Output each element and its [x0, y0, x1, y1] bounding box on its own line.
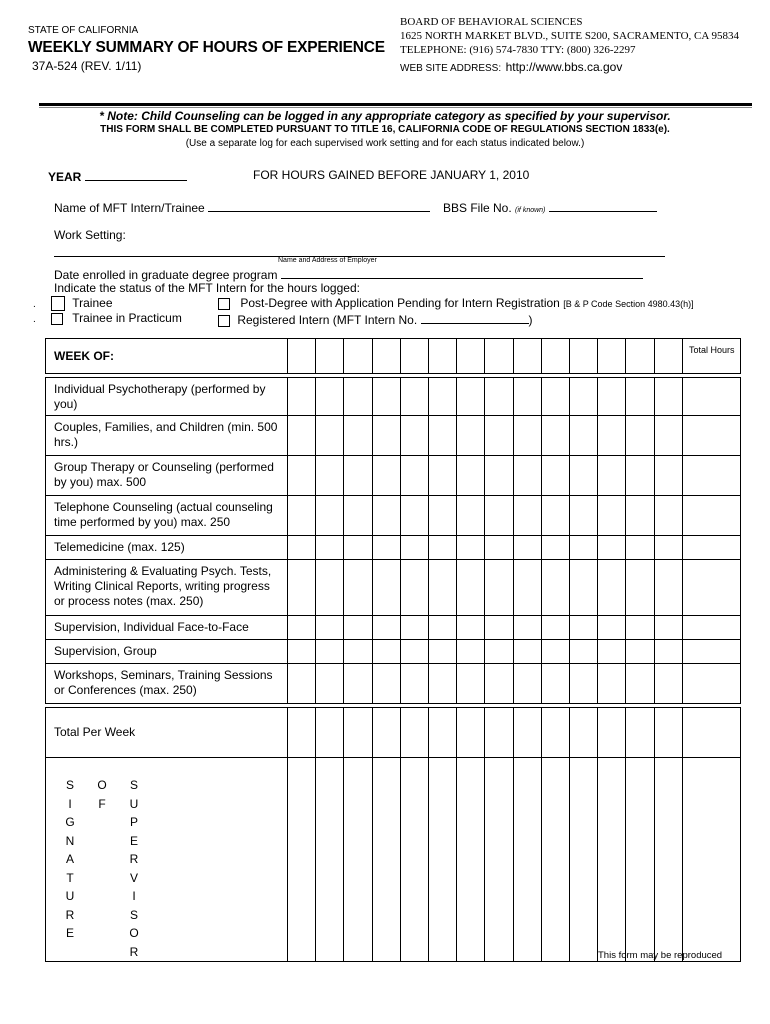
- hours-cell[interactable]: [344, 416, 372, 456]
- hours-cell[interactable]: [316, 616, 344, 640]
- sig-letter: O: [129, 926, 139, 940]
- week-cell[interactable]: [598, 339, 626, 374]
- hours-cell[interactable]: [570, 640, 598, 664]
- signature-cell[interactable]: [598, 758, 626, 962]
- hours-cell[interactable]: [513, 616, 541, 640]
- hours-cell[interactable]: [372, 616, 400, 640]
- hours-cell[interactable]: [429, 496, 457, 536]
- hours-cell[interactable]: [400, 616, 428, 640]
- signature-cell[interactable]: [541, 758, 569, 962]
- hours-cell[interactable]: [457, 616, 485, 640]
- hours-cell[interactable]: [429, 378, 457, 416]
- intern-name-field[interactable]: [54, 199, 430, 215]
- hours-cell[interactable]: [457, 456, 485, 496]
- total-cell[interactable]: [683, 496, 741, 536]
- hours-cell[interactable]: [570, 456, 598, 496]
- hours-cell[interactable]: [288, 536, 316, 560]
- sig-letter: R: [129, 944, 139, 959]
- hours-row: [46, 664, 741, 704]
- total-cell[interactable]: [683, 560, 741, 616]
- sig-letter: A: [65, 852, 74, 866]
- hours-cell[interactable]: [288, 416, 316, 456]
- hours-cell[interactable]: [654, 416, 682, 456]
- hours-cell[interactable]: [429, 416, 457, 456]
- signature-cell[interactable]: [316, 758, 344, 962]
- hours-cell[interactable]: [654, 496, 682, 536]
- hours-cell[interactable]: [372, 456, 400, 496]
- hours-row: [46, 616, 741, 640]
- hours-cell[interactable]: [429, 640, 457, 664]
- hours-cell[interactable]: [372, 536, 400, 560]
- sig-letter: T: [66, 870, 74, 885]
- hours-cell[interactable]: [570, 378, 598, 416]
- hours-cell[interactable]: [316, 664, 344, 704]
- trainee-checkbox[interactable]: [51, 296, 65, 311]
- bbs-file-note: (if known): [515, 207, 546, 214]
- hours-cell[interactable]: [457, 560, 485, 616]
- hours-cell[interactable]: [344, 664, 372, 704]
- hours-cell[interactable]: [400, 664, 428, 704]
- board-address: 1625 NORTH MARKET BLVD., SUITE S200, SACRAMENTO, CA 95834: [400, 30, 739, 42]
- hours-cell[interactable]: [626, 536, 654, 560]
- signature-cell[interactable]: [570, 758, 598, 962]
- sig-letter: N: [65, 833, 75, 848]
- hours-cell[interactable]: [372, 416, 400, 456]
- hours-cell[interactable]: [485, 416, 513, 456]
- sig-letter: E: [65, 926, 74, 940]
- hours-cell[interactable]: [654, 560, 682, 616]
- hours-cell[interactable]: [344, 378, 372, 416]
- hours-cell[interactable]: [598, 416, 626, 456]
- hours-cell[interactable]: [344, 616, 372, 640]
- hours-cell[interactable]: [598, 664, 626, 704]
- registered-intern-label: Registered Intern (MFT Intern No.: [237, 313, 418, 327]
- week-cell[interactable]: [429, 339, 457, 374]
- regulation-notice: THIS FORM SHALL BE COMPLETED PURSUANT TO TITLE 16, CALIFORNIA CODE OF REGULATIONS SECTION 1833(e).: [100, 124, 670, 135]
- employer-caption: Name and Address of Employer: [278, 257, 377, 264]
- hours-cell[interactable]: [457, 416, 485, 456]
- hours-cell[interactable]: [288, 664, 316, 704]
- hours-cell[interactable]: [570, 664, 598, 704]
- hours-cell[interactable]: [344, 536, 372, 560]
- sig-letter: U: [65, 889, 75, 903]
- hours-cell[interactable]: [513, 640, 541, 664]
- hours-cell[interactable]: [288, 616, 316, 640]
- hours-cell[interactable]: [429, 536, 457, 560]
- hours-cell[interactable]: [316, 416, 344, 456]
- hours-cell[interactable]: [626, 664, 654, 704]
- hours-cell[interactable]: [485, 560, 513, 616]
- sig-letter: S: [65, 778, 74, 792]
- hours-cell[interactable]: [654, 640, 682, 664]
- hours-cell[interactable]: [541, 536, 569, 560]
- child-counseling-note: * Note: Child Counseling can be logged in any appropriate category as specified by your supervisor.: [99, 109, 671, 123]
- hours-cell[interactable]: [513, 416, 541, 456]
- hours-cell[interactable]: [429, 616, 457, 640]
- post-degree-reference: [B & P Code Section 4980.43(h)]: [563, 299, 694, 309]
- weekly-total-cell[interactable]: [513, 708, 541, 758]
- state-label: STATE OF CALIFORNIA: [28, 25, 139, 36]
- hours-cell[interactable]: [541, 640, 569, 664]
- hours-cell[interactable]: [457, 640, 485, 664]
- hours-cell[interactable]: [457, 378, 485, 416]
- hours-cell[interactable]: [654, 536, 682, 560]
- signature-letters: [46, 758, 287, 961]
- trainee-practicum-dot: .: [33, 314, 36, 325]
- total-cell[interactable]: [683, 664, 741, 704]
- post-degree-checkbox[interactable]: [218, 298, 230, 310]
- week-cell[interactable]: [400, 339, 428, 374]
- signature-total-cell: [683, 758, 741, 962]
- weekly-total-cell[interactable]: [570, 708, 598, 758]
- week-of-label: WEEK OF:: [46, 339, 288, 374]
- weekly-total-cell[interactable]: [541, 708, 569, 758]
- registered-intern-checkbox[interactable]: [218, 315, 230, 327]
- post-degree-option[interactable]: [218, 296, 694, 310]
- year-input-line[interactable]: [85, 168, 187, 181]
- total-cell[interactable]: [683, 456, 741, 496]
- hours-cell[interactable]: [316, 456, 344, 496]
- hours-cell[interactable]: [598, 496, 626, 536]
- week-cell[interactable]: [316, 339, 344, 374]
- hours-cell[interactable]: [598, 616, 626, 640]
- hours-cell[interactable]: [654, 456, 682, 496]
- hours-cell[interactable]: [372, 560, 400, 616]
- board-telephone: TELEPHONE: (916) 574-7830 TTY: (800) 326-2297: [400, 44, 636, 56]
- hours-cell[interactable]: [626, 496, 654, 536]
- trainee-label: Trainee: [72, 296, 113, 310]
- hours-cell[interactable]: [513, 560, 541, 616]
- hours-cell[interactable]: [400, 496, 428, 536]
- total-cell[interactable]: [683, 416, 741, 456]
- hours-cell[interactable]: [598, 378, 626, 416]
- hours-cell[interactable]: [288, 378, 316, 416]
- hours-row: [46, 640, 741, 664]
- hours-cell[interactable]: [570, 616, 598, 640]
- signature-cell[interactable]: [344, 758, 372, 962]
- hours-cell[interactable]: [457, 664, 485, 704]
- sig-letter: S: [129, 778, 138, 792]
- row-label: Individual Psychotherapy (performed by you): [46, 378, 288, 416]
- weekly-total-cell[interactable]: [372, 708, 400, 758]
- hours-cell[interactable]: [400, 456, 428, 496]
- hours-cell[interactable]: [570, 536, 598, 560]
- website-url[interactable]: http://www.bbs.ca.gov: [505, 60, 623, 74]
- week-cell[interactable]: [457, 339, 485, 374]
- week-cell[interactable]: [485, 339, 513, 374]
- bbs-file-label: BBS File No.: [443, 201, 512, 215]
- hours-cell[interactable]: [429, 664, 457, 704]
- hours-cell[interactable]: [541, 664, 569, 704]
- year-label: YEAR: [48, 170, 82, 184]
- sig-letter: F: [98, 796, 106, 811]
- week-cell[interactable]: [513, 339, 541, 374]
- hours-cell[interactable]: [429, 456, 457, 496]
- hours-cell[interactable]: [400, 560, 428, 616]
- reproduced-note: This form may be reproduced: [598, 950, 723, 961]
- sig-letter: V: [129, 870, 138, 885]
- hours-cell[interactable]: [626, 378, 654, 416]
- hours-cell[interactable]: [626, 416, 654, 456]
- grand-total-cell[interactable]: [683, 708, 741, 758]
- hours-cell[interactable]: [570, 416, 598, 456]
- hours-cell[interactable]: [400, 640, 428, 664]
- weekly-total-cell[interactable]: [485, 708, 513, 758]
- week-cell[interactable]: [344, 339, 372, 374]
- hours-cell[interactable]: [485, 536, 513, 560]
- weekly-total-cell[interactable]: [429, 708, 457, 758]
- website-label: WEB SITE ADDRESS:: [400, 63, 502, 74]
- weekly-total-cell[interactable]: [316, 708, 344, 758]
- hours-cell[interactable]: [400, 536, 428, 560]
- hours-row: [46, 378, 741, 416]
- total-per-week-row: [46, 708, 741, 758]
- board-name: BOARD OF BEHAVIORAL SCIENCES: [400, 16, 583, 28]
- intern-name-input-line[interactable]: [208, 199, 430, 212]
- signature-cell[interactable]: [400, 758, 428, 962]
- week-cell[interactable]: [654, 339, 682, 374]
- hours-cell[interactable]: [541, 456, 569, 496]
- hours-cell[interactable]: [288, 496, 316, 536]
- year-field[interactable]: [48, 168, 187, 184]
- hours-cell[interactable]: [513, 536, 541, 560]
- hours-cell[interactable]: [654, 378, 682, 416]
- total-cell[interactable]: [683, 378, 741, 416]
- hours-cell[interactable]: [400, 416, 428, 456]
- trainee-practicum-option[interactable]: [33, 311, 182, 325]
- form-title: WEEKLY SUMMARY OF HOURS OF EXPERIENCE: [28, 39, 385, 56]
- weekly-total-cell[interactable]: [654, 708, 682, 758]
- hours-cell[interactable]: [626, 560, 654, 616]
- hours-cell[interactable]: [429, 560, 457, 616]
- hours-row: [46, 496, 741, 536]
- header-rule-thin: [39, 107, 752, 108]
- trainee-option[interactable]: [33, 296, 113, 311]
- sig-letter: O: [97, 778, 107, 792]
- signature-cell[interactable]: [429, 758, 457, 962]
- row-label: Supervision, Group: [46, 640, 288, 664]
- hours-cell[interactable]: [344, 456, 372, 496]
- signature-cell[interactable]: [457, 758, 485, 962]
- signature-cell[interactable]: [485, 758, 513, 962]
- total-cell[interactable]: [683, 640, 741, 664]
- trainee-dot: .: [33, 299, 36, 310]
- hours-cell[interactable]: [541, 378, 569, 416]
- sig-letter: I: [132, 889, 136, 903]
- hours-cell[interactable]: [541, 496, 569, 536]
- hours-cell[interactable]: [485, 456, 513, 496]
- hours-row: [46, 416, 741, 456]
- sig-letter: R: [129, 852, 139, 866]
- hours-cell[interactable]: [457, 536, 485, 560]
- hours-cell[interactable]: [316, 640, 344, 664]
- form-number: 37A-524 (REV. 1/11): [32, 59, 142, 73]
- hours-cell[interactable]: [288, 456, 316, 496]
- week-cell[interactable]: [372, 339, 400, 374]
- hours-cell[interactable]: [598, 640, 626, 664]
- intern-number-input-line[interactable]: [421, 311, 529, 324]
- post-degree-label: Post-Degree with Application Pending for Intern Registration: [240, 296, 560, 310]
- hours-cell[interactable]: [626, 640, 654, 664]
- row-label: Couples, Families, and Children (min. 500 hrs.): [46, 416, 288, 456]
- row-label: Telephone Counseling (actual counseling time performed by you) max. 250: [46, 496, 288, 536]
- hours-cell[interactable]: [372, 664, 400, 704]
- row-label: Workshops, Seminars, Training Sessions or Conferences (max. 250): [46, 664, 288, 704]
- hours-before-label: FOR HOURS GAINED BEFORE JANUARY 1, 2010: [253, 168, 530, 182]
- enrolled-field[interactable]: [54, 266, 643, 282]
- signature-cell[interactable]: [626, 758, 654, 962]
- hours-cell[interactable]: [598, 456, 626, 496]
- hours-row: [46, 456, 741, 496]
- hours-cell[interactable]: [316, 560, 344, 616]
- weekly-total-cell[interactable]: [400, 708, 428, 758]
- bbs-file-field[interactable]: [443, 199, 657, 215]
- hours-cell[interactable]: [541, 416, 569, 456]
- signature-of-supervisor-label: [46, 758, 288, 962]
- weekly-total-cell[interactable]: [598, 708, 626, 758]
- week-cell[interactable]: [570, 339, 598, 374]
- signature-cell[interactable]: [654, 758, 682, 962]
- hours-cell[interactable]: [485, 496, 513, 536]
- week-cell[interactable]: [288, 339, 316, 374]
- status-prompt: Indicate the status of the MFT Intern for the hours logged:: [54, 281, 360, 295]
- row-label: Supervision, Individual Face-to-Face: [46, 616, 288, 640]
- weekly-total-cell[interactable]: [457, 708, 485, 758]
- hours-cell[interactable]: [598, 536, 626, 560]
- hours-cell[interactable]: [541, 616, 569, 640]
- hours-cell[interactable]: [344, 496, 372, 536]
- hours-cell[interactable]: [288, 640, 316, 664]
- weekly-total-cell[interactable]: [288, 708, 316, 758]
- sig-letter: E: [129, 833, 138, 848]
- sig-letter: R: [65, 907, 75, 922]
- hours-table: [45, 338, 741, 962]
- hours-cell[interactable]: [513, 456, 541, 496]
- hours-cell[interactable]: [626, 456, 654, 496]
- hours-cell[interactable]: [316, 536, 344, 560]
- work-setting-label: Work Setting:: [54, 228, 126, 242]
- hours-cell[interactable]: [570, 496, 598, 536]
- hours-cell[interactable]: [513, 378, 541, 416]
- week-of-row: [46, 339, 741, 374]
- bbs-file-input-line[interactable]: [549, 199, 657, 212]
- hours-cell[interactable]: [485, 664, 513, 704]
- hours-row: [46, 560, 741, 616]
- enrolled-label: Date enrolled in graduate degree program: [54, 268, 278, 282]
- sig-letter: U: [129, 796, 139, 811]
- enrolled-input-line[interactable]: [281, 266, 643, 279]
- weekly-total-cell[interactable]: [344, 708, 372, 758]
- signature-cell[interactable]: [372, 758, 400, 962]
- weekly-total-cell[interactable]: [626, 708, 654, 758]
- sig-letter: I: [68, 796, 72, 811]
- sig-letter: G: [65, 815, 75, 829]
- registered-intern-option[interactable]: [218, 311, 533, 327]
- total-per-week-label: Total Per Week: [46, 708, 288, 758]
- row-label: Administering & Evaluating Psych. Tests, Writing Clinical Reports, writing progress or process notes (max. 250): [46, 560, 288, 616]
- hours-cell[interactable]: [288, 560, 316, 616]
- hours-cell[interactable]: [513, 664, 541, 704]
- hours-cell[interactable]: [344, 560, 372, 616]
- trainee-practicum-checkbox[interactable]: [51, 313, 63, 325]
- hours-cell[interactable]: [400, 378, 428, 416]
- hours-cell[interactable]: [598, 560, 626, 616]
- hours-cell[interactable]: [485, 616, 513, 640]
- website-line: [400, 58, 622, 76]
- hours-cell[interactable]: [372, 640, 400, 664]
- hours-row: [46, 536, 741, 560]
- hours-cell[interactable]: [457, 496, 485, 536]
- separate-log-note: (Use a separate log for each supervised work setting and for each status indicated below.): [185, 138, 585, 149]
- hours-cell[interactable]: [485, 640, 513, 664]
- signature-cell[interactable]: [288, 758, 316, 962]
- sig-letter: P: [129, 815, 138, 829]
- hours-cell[interactable]: [570, 560, 598, 616]
- hours-cell[interactable]: [654, 664, 682, 704]
- hours-cell[interactable]: [372, 378, 400, 416]
- hours-cell[interactable]: [485, 378, 513, 416]
- hours-cell[interactable]: [316, 378, 344, 416]
- hours-cell[interactable]: [372, 496, 400, 536]
- sig-letter: S: [129, 907, 138, 922]
- hours-cell[interactable]: [626, 616, 654, 640]
- trainee-practicum-label: Trainee in Practicum: [72, 311, 182, 325]
- row-label: Telemedicine (max. 125): [46, 536, 288, 560]
- header-rule: [39, 103, 752, 106]
- week-cell[interactable]: [626, 339, 654, 374]
- hours-cell[interactable]: [654, 616, 682, 640]
- week-cell[interactable]: [541, 339, 569, 374]
- hours-cell[interactable]: [513, 496, 541, 536]
- hours-cell[interactable]: [344, 640, 372, 664]
- total-hours-header: Total Hours: [683, 339, 741, 374]
- total-cell[interactable]: [683, 616, 741, 640]
- signature-row: [46, 758, 741, 962]
- hours-cell[interactable]: [316, 496, 344, 536]
- signature-cell[interactable]: [513, 758, 541, 962]
- row-label: Group Therapy or Counseling (performed by you) max. 500: [46, 456, 288, 496]
- total-cell[interactable]: [683, 536, 741, 560]
- hours-cell[interactable]: [541, 560, 569, 616]
- registered-intern-close: ): [528, 313, 533, 327]
- intern-name-label: Name of MFT Intern/Trainee: [54, 201, 205, 215]
